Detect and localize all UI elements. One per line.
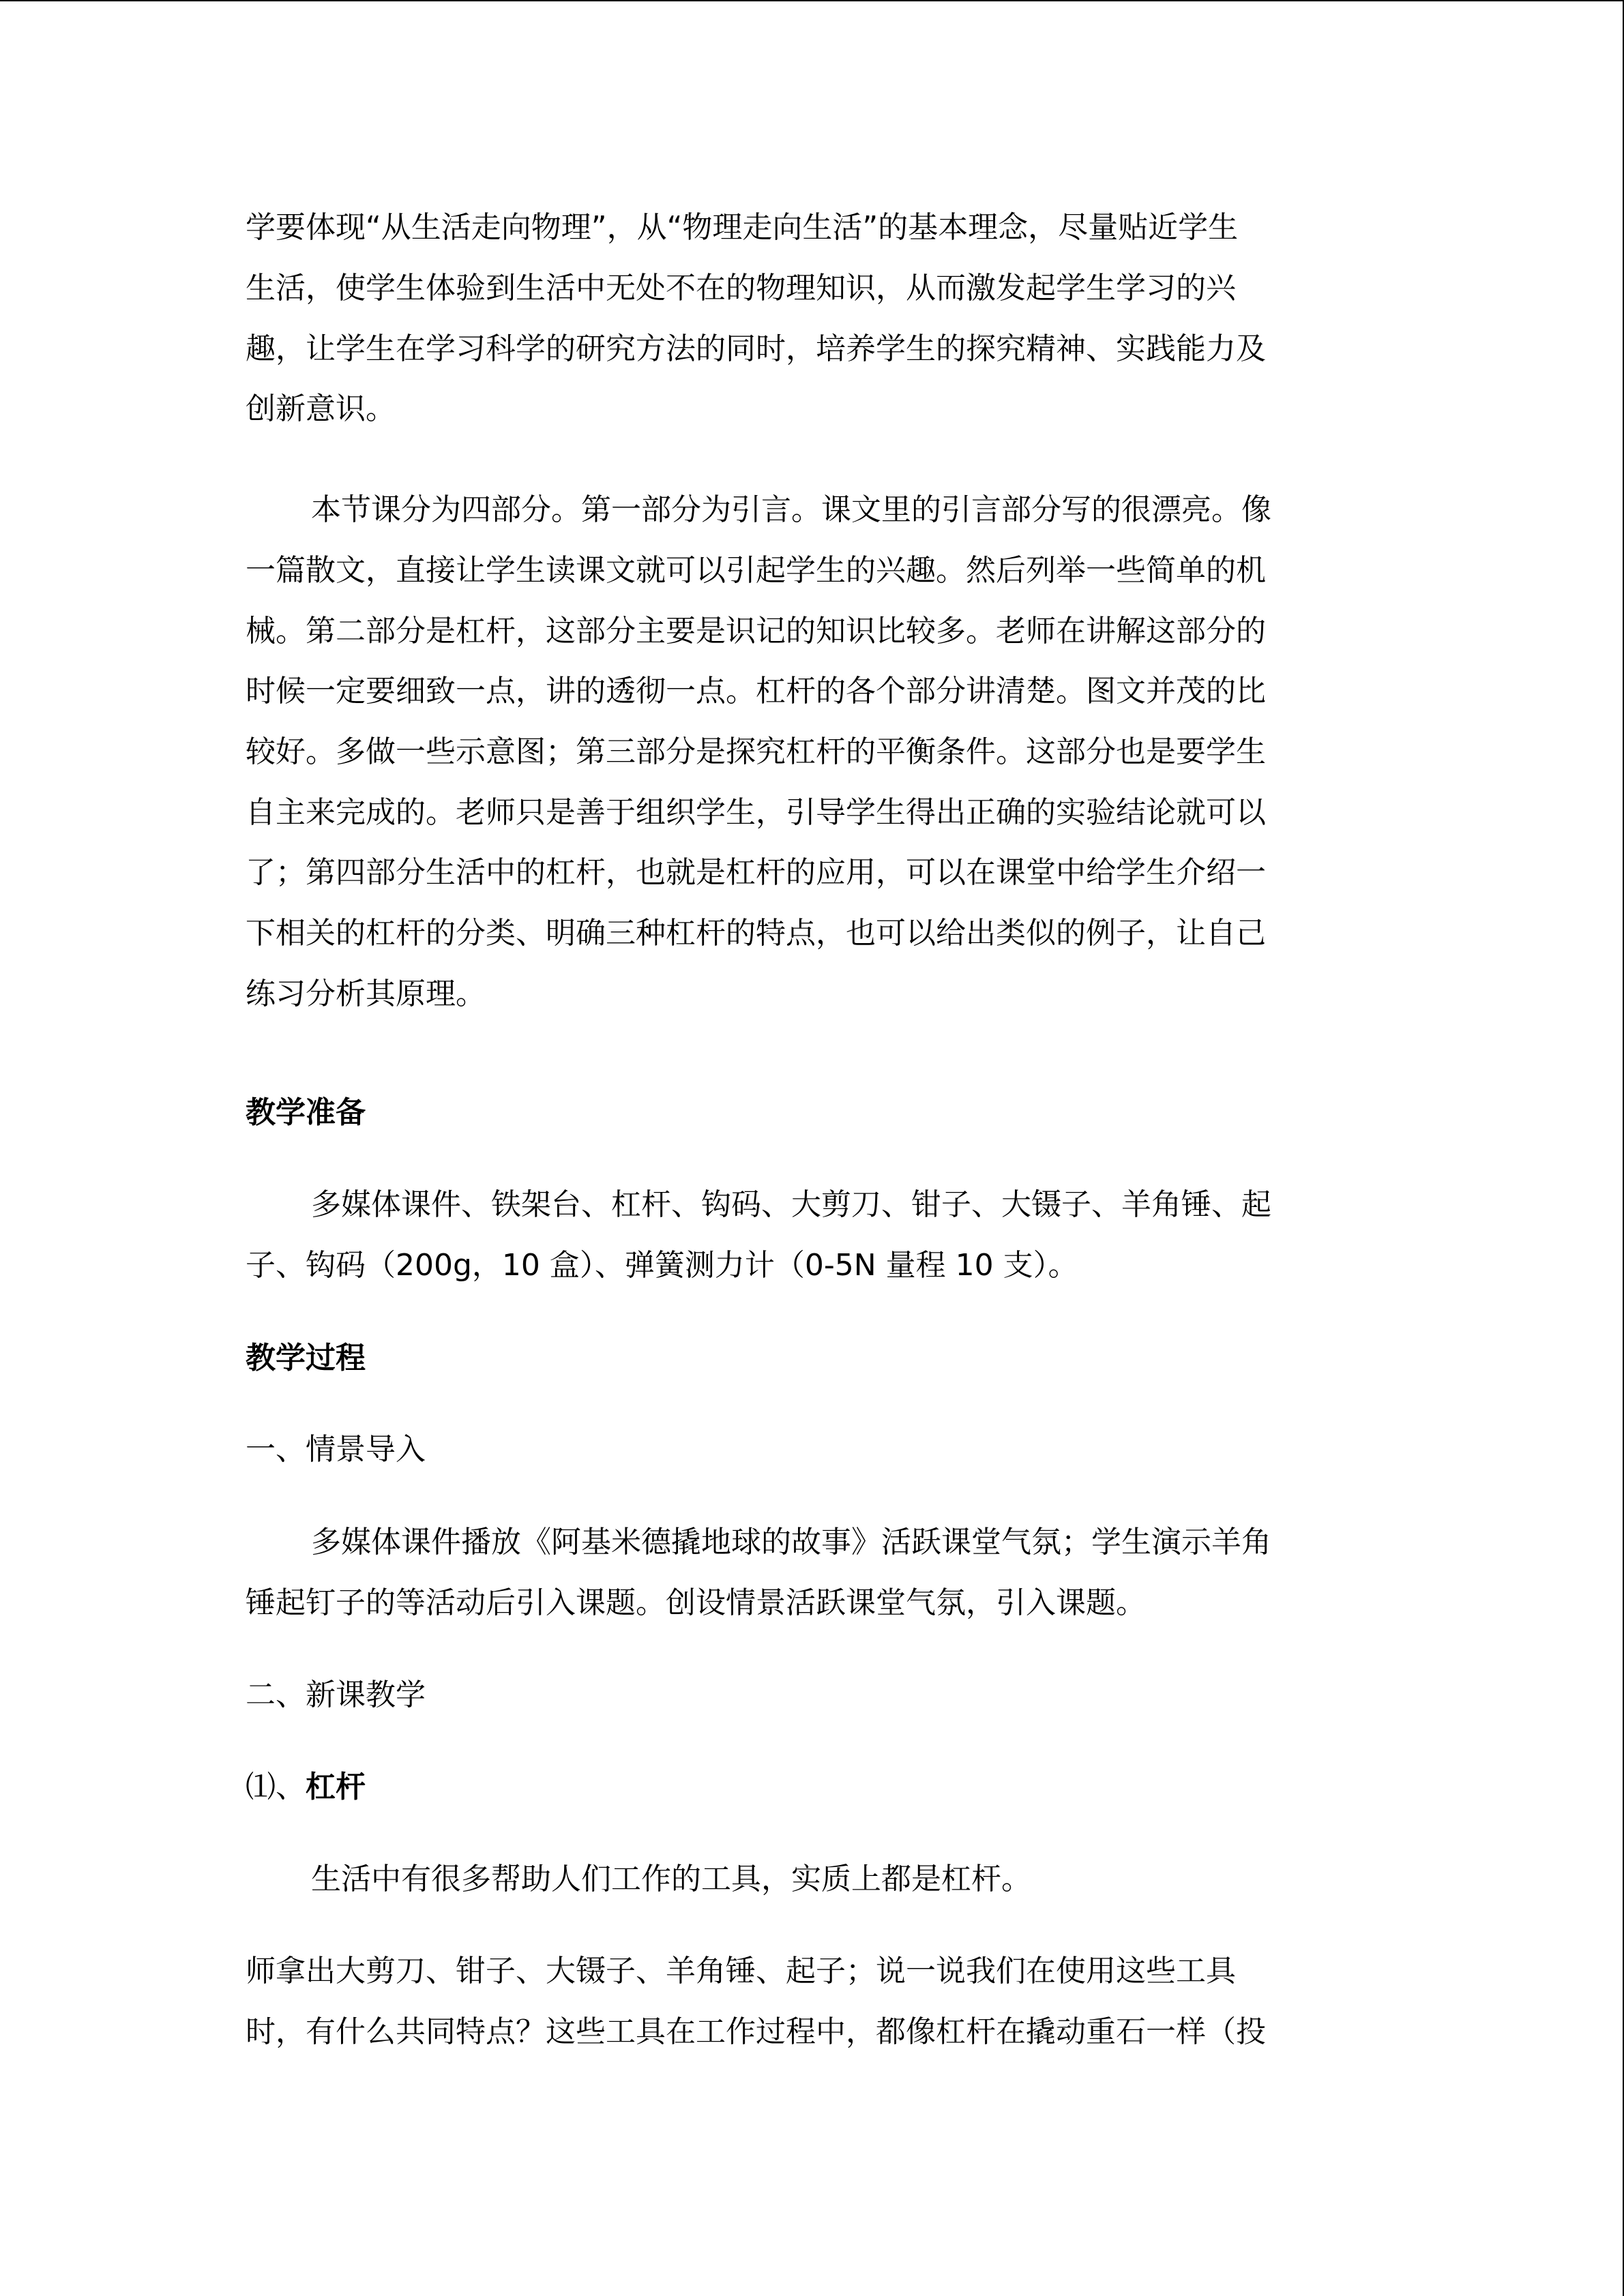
section-heading-1: 一、情景导入 bbox=[246, 1432, 426, 1467]
heading-teaching-process: 教学过程 bbox=[246, 1341, 366, 1375]
section-heading-2: 二、新课教学 bbox=[246, 1678, 426, 1712]
subsection-title: 杠杆 bbox=[306, 1770, 366, 1804]
paragraph-2-line: 时候一定要细致一点，讲的透彻一点。杠杆的各个部分讲清楚。图文并茂的比 bbox=[246, 674, 1266, 709]
paragraph-3-line: 子、钩码（200g，10 盒）、弹簧测力计（0-5N 量程 10 支）。 bbox=[246, 1248, 1078, 1283]
paragraph-2-line: 自主来完成的。老师只是善于组织学生，引导学生得出正确的实验结论就可以 bbox=[246, 795, 1266, 830]
paragraph-2-line: 本节课分为四部分。第一部分为引言。课文里的引言部分写的很漂亮。像 bbox=[311, 492, 1271, 527]
paragraph-1-line: 学要体现“从生活走向物理”，从“物理走向生活”的基本理念，尽量贴近学生 bbox=[246, 210, 1239, 245]
paragraph-1-line: 创新意识。 bbox=[246, 391, 396, 426]
paragraph-2-line: 较好。多做一些示意图；第三部分是探究杠杆的平衡条件。这部分也是要学生 bbox=[246, 734, 1266, 769]
paragraph-1-line: 趣，让学生在学习科学的研究方法的同时，培养学生的探究精神、实践能力及 bbox=[246, 331, 1266, 366]
subsection-heading-1 bbox=[246, 1772, 366, 1810]
paragraph-4-line: 多媒体课件播放《阿基米德撬地球的故事》活跃课堂气氛；学生演示羊角 bbox=[311, 1525, 1271, 1560]
paragraph-6-line: 时，有什么共同特点？这些工具在工作过程中，都像杠杆在撬动重石一样（投 bbox=[246, 2014, 1266, 2049]
page-border-top bbox=[0, 0, 1624, 1]
paragraph-2-line: 械。第二部分是杠杆，这部分主要是识记的知识比较多。老师在讲解这部分的 bbox=[246, 614, 1266, 648]
paragraph-6-line: 师拿出大剪刀、钳子、大镊子、羊角锤、起子；说一说我们在使用这些工具 bbox=[246, 1954, 1236, 1988]
paragraph-2-line: 一篇散文，直接让学生读课文就可以引起学生的兴趣。然后列举一些简单的机 bbox=[246, 553, 1266, 588]
paragraph-2-line: 下相关的杠杆的分类、明确三种杠杆的特点，也可以给出类似的例子，让自己 bbox=[246, 916, 1266, 951]
paragraph-1-line: 生活，使学生体验到生活中无处不在的物理知识，从而激发起学生学习的兴 bbox=[246, 271, 1236, 305]
paragraph-5: 生活中有很多帮助人们工作的工具，实质上都是杠杆。 bbox=[311, 1862, 1031, 1896]
heading-teaching-preparation: 教学准备 bbox=[246, 1095, 366, 1130]
paragraph-2-line: 了；第四部分生活中的杠杆，也就是杠杆的应用，可以在课堂中给学生介绍一 bbox=[246, 855, 1266, 890]
paragraph-2-line: 练习分析其原理。 bbox=[246, 976, 486, 1011]
subsection-number: ⑴、 bbox=[246, 1770, 306, 1804]
paragraph-4-line: 锤起钉子的等活动后引入课题。创设情景活跃课堂气氛，引入课题。 bbox=[246, 1585, 1146, 1620]
paragraph-3-line: 多媒体课件、铁架台、杠杆、钩码、大剪刀、钳子、大镊子、羊角锤、起 bbox=[311, 1187, 1271, 1222]
